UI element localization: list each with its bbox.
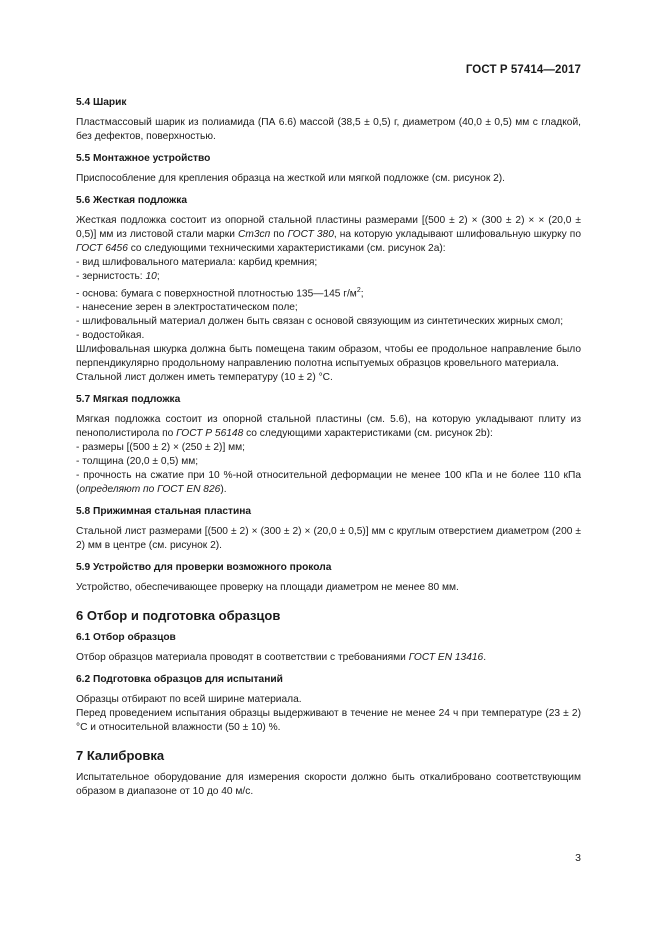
heading-5-5: 5.5 Монтажное устройство xyxy=(76,153,211,164)
page-number: 3 xyxy=(575,852,581,864)
page-header: ГОСТ Р 57414—2017 xyxy=(465,64,581,76)
list-item-5-6-5: - шлифовальный материал должен быть связан с основой связующим из синтетических жирных смол; xyxy=(76,316,564,328)
paragraph-6-2-1: Образцы отбирают по всей ширине материала. xyxy=(76,694,302,706)
heading-6: 6 Отбор и подготовка образцов xyxy=(76,608,281,624)
heading-7: 7 Калибровка xyxy=(76,748,165,764)
heading-6-1: 6.1 Отбор образцов xyxy=(76,632,176,644)
list-item-5-7-1: - размеры [(500 ± 2) × (250 ± 2)] мм; xyxy=(76,442,245,454)
paragraph-5-8: Стальной лист размерами [(500 ± 2) × (300 ± 2) × (20,0 ± 0,5)] мм с круглым отверстием диаметром (200 ± 2) мм в центре (см. рисунок 2). xyxy=(76,526,581,552)
heading-5-6: 5.6 Жесткая подложка xyxy=(76,195,188,206)
paragraph-5-6-1: Жесткая подложка состоит из опорной стальной пластины размерами [(500 ± 2) × (300 ± 2) × × (20,0 ± 0,5)] мм из листовой стали марки Ст3сп по ГОСТ 380, на которую укладывают шлифовальную шкурку по ГОСТ 6456 со следующими техническими характеристиками (см. рисунок 2а): xyxy=(76,215,581,254)
list-item-5-6-1: - вид шлифовального материала: карбид кремния; xyxy=(76,257,318,268)
heading-5-4: 5.4 Шарик xyxy=(76,97,127,108)
paragraph-6-2-2: Перед проведением испытания образцы выдерживают в течение не менее 24 ч при температуре (23 ± 2) °С и относительной влажности (50 ± 10) %. xyxy=(76,708,581,734)
heading-5-9: 5.9 Устройство для проверки возможного прокола xyxy=(76,562,332,574)
list-item-5-7-2: - толщина (20,0 ± 0,5) мм; xyxy=(76,456,199,468)
heading-6-2: 6.2 Подготовка образцов для испытаний xyxy=(76,674,283,686)
paragraph-5-7-1: Мягкая подложка состоит из опорной стальной пластины (см. 5.6), на которую укладывают плиту из пенополистирола по ГОСТ Р 56148 со следующими характеристиками (см. рисунок 2b): xyxy=(76,414,581,440)
list-item-5-6-3: - основа: бумага с поверхностной плотностью 135—145 $г/м^2$; xyxy=(76,287,364,300)
heading-5-7: 5.7 Мягкая подложка xyxy=(76,394,181,406)
list-item-5-7-3: - прочность на сжатие при 10 %-ной относительной деформации не менее 100 кПа и не более 110 кПа (определяют по ГОСТ EN 826). xyxy=(76,470,581,496)
heading-5-8: 5.8 Прижимная стальная пластина xyxy=(76,506,252,518)
paragraph-6-1: Отбор образцов материала проводят в соответствии с требованиями ГОСТ EN 13416. xyxy=(76,652,487,664)
document-body xyxy=(76,88,581,799)
list-item-5-6-4: - нанесение зерен в электростатическом поле; xyxy=(76,302,298,314)
list-item-5-6-6: - водостойкая. xyxy=(76,330,145,342)
paragraph-5-6-2: Шлифовальная шкурка должна быть помещена таким образом, чтобы ее продольное направление было перпендикулярно продольному направлению полотна испытуемых образцов кровельного материала. xyxy=(76,344,581,370)
paragraph-5-4: Пластмассовый шарик из полиамида (ПА 6.6) массой (38,5 ± 0,5) г, диаметром (40,0 ± 0,5) мм с гладкой, без дефектов, поверхностью. xyxy=(76,117,581,142)
paragraph-5-9: Устройство, обеспечивающее проверку на площади диаметром не менее 80 мм. xyxy=(76,582,459,594)
paragraph-7: Испытательное оборудование для измерения скорости должно быть откалибровано соответствующим образом в диапазоне от 10 до 40 м/с. xyxy=(76,772,581,798)
paragraph-5-5: Приспособление для крепления образца на жесткой или мягкой подложке (см. рисунок 2). xyxy=(76,173,505,184)
list-item-5-6-2: - зернистость: 10; xyxy=(76,271,160,282)
paragraph-5-6-3: Стальной лист должен иметь температуру (10 ± 2) °С. xyxy=(76,372,333,384)
